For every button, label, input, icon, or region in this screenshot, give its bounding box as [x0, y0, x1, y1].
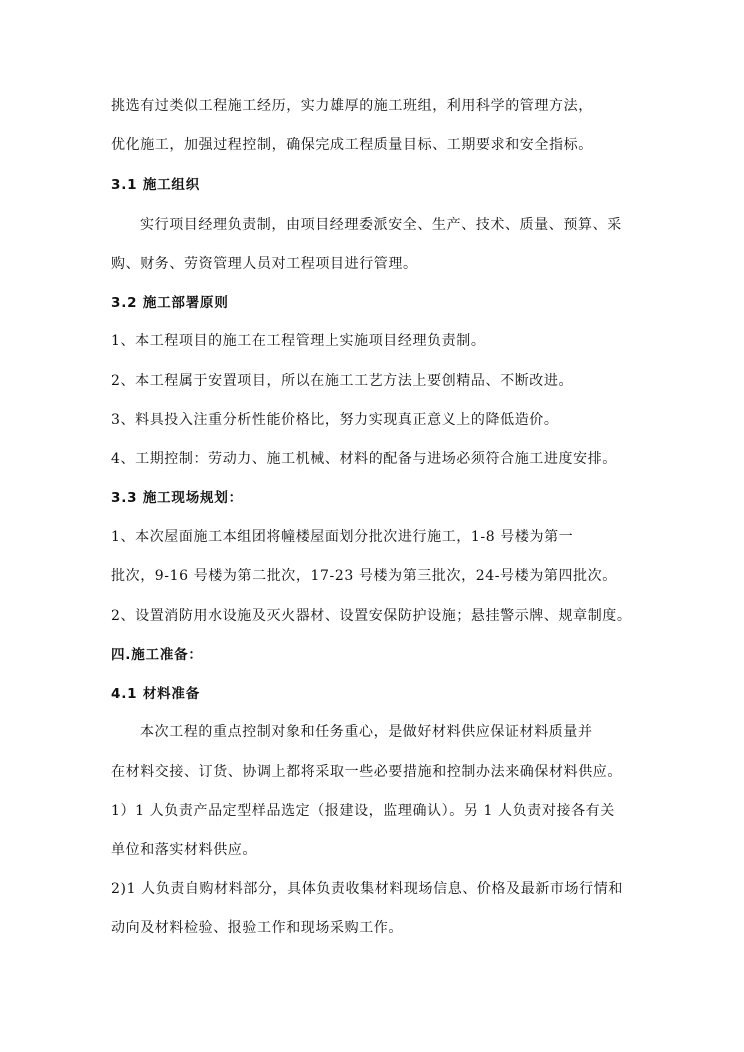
paragraph-line: 在材料交接、订货、协调上都将采取一些必要措施和控制办法来确保材料供应。	[111, 764, 622, 780]
section-heading: 4.1 材料准备	[111, 686, 201, 702]
paragraph-line: 批次，9-16 号楼为第二批次，17-23 号楼为第三批次，24-号楼为第四批次。	[111, 568, 617, 584]
list-item: 1）1 人负责产品定型样品选定（报建设，监理确认）。另 1 人负责对接各有关	[111, 803, 615, 819]
list-item: 3、料具投入注重分析性能价格比，努力实现真正意义上的降低造价。	[111, 412, 559, 428]
paragraph-line: 单位和落实材料供应。	[111, 842, 257, 858]
section-heading: 3.2 施工部署原则	[111, 295, 229, 311]
paragraph-line: 优化施工，加强过程控制，确保完成工程质量目标、工期要求和安全指标。	[111, 137, 593, 153]
paragraph-line: 实行项目经理负责制，由项目经理委派安全、生产、技术、质量、预算、采	[140, 217, 622, 233]
list-item: 1、本次屋面施工本组团将幢楼屋面划分批次进行施工，1-8 号楼为第一	[111, 529, 574, 545]
paragraph-line: 购、财务、劳资管理人员对工程项目进行管理。	[111, 256, 418, 272]
list-item: 2、本工程属于安置项目，所以在施工工艺方法上要创精品、不断改进。	[111, 373, 574, 389]
list-item: 2)1 人负责自购材料部分，具体负责收集材料现场信息、价格及最新市场行情和	[111, 881, 623, 897]
section-heading: 3.1 施工组织	[111, 177, 201, 193]
paragraph-line: 本次工程的重点控制对象和任务重心，是做好材料供应保证材料质量并	[140, 724, 593, 740]
section-heading: 3.3 施工现场规划：	[111, 490, 243, 506]
paragraph-line: 挑选有过类似工程施工经历，实力雄厚的施工班组，利用科学的管理方法，	[111, 98, 593, 114]
list-item: 4、工期控制：劳动力、施工机械、材料的配备与进场必须符合施工进度安排。	[111, 451, 617, 467]
chapter-heading: 四.施工准备：	[111, 647, 203, 663]
list-item: 2、设置消防用水设施及灭火器材、设置安保防护设施；悬挂警示牌、规章制度。	[111, 608, 632, 624]
list-item: 1、本工程项目的施工在工程管理上实施项目经理负责制。	[111, 333, 486, 349]
paragraph-line: 动向及材料检验、报验工作和现场采购工作。	[111, 920, 403, 936]
